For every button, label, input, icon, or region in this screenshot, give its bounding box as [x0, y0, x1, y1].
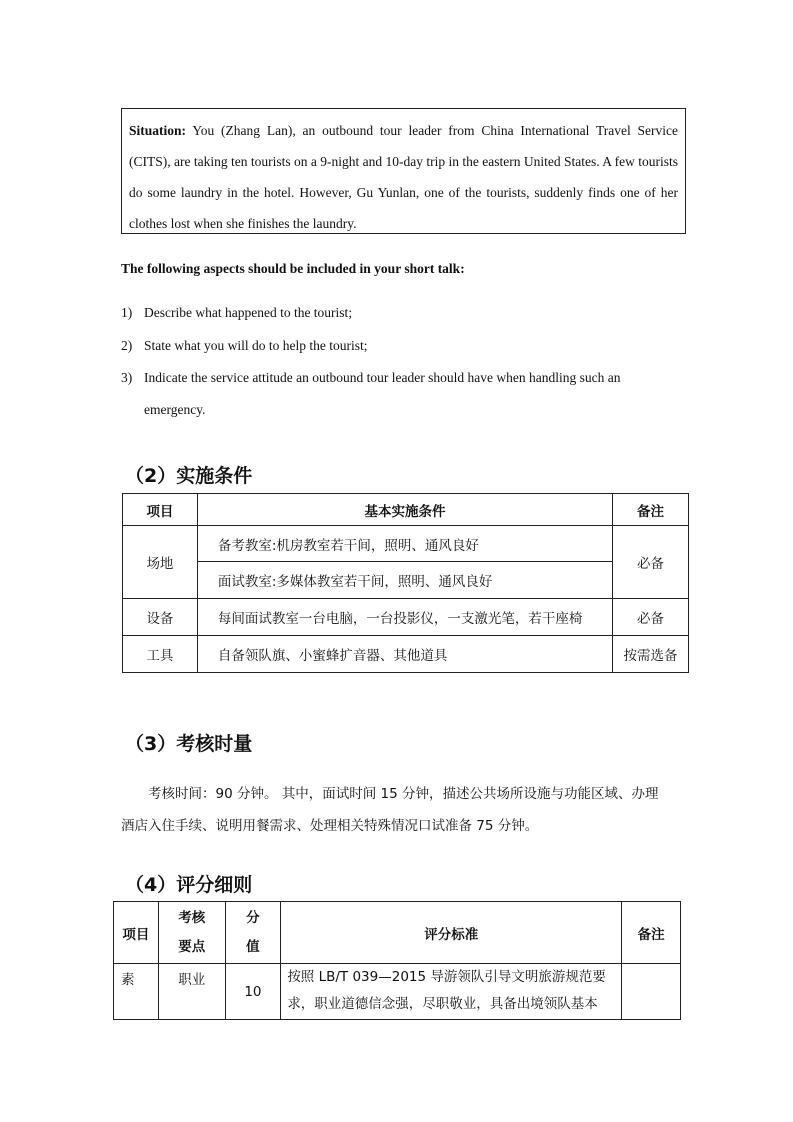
conditions-table — [122, 493, 689, 673]
header-standard: 评分标准 — [281, 902, 622, 964]
list-text: State what you will do to help the tourist; — [144, 338, 368, 353]
list-number: 1) — [121, 305, 133, 320]
cell-item: 素 — [114, 964, 159, 1020]
header-note: 备注 — [622, 902, 681, 964]
header-item: 项目 — [114, 902, 159, 964]
cell-condition: 每间面试教室一台电脑，一台投影仪，一支激光笔，若干座椅 — [197, 599, 612, 636]
cell-standard — [281, 964, 622, 1020]
header-score-line1: 分 — [246, 909, 260, 926]
situation-box — [121, 108, 686, 234]
section-title: （3）考核时量 — [125, 733, 253, 755]
section-title: （4）评分细则 — [125, 874, 253, 896]
table-row — [123, 636, 689, 673]
cell-item: 设备 — [123, 599, 198, 636]
cell-score: 10 — [225, 964, 281, 1020]
cell-condition: 备考教室:机房教室若干间，照明、通风良好 — [197, 526, 612, 562]
aspects-heading: The following aspects should be included in your short talk: — [121, 261, 465, 276]
table-row — [123, 526, 689, 562]
list-number: 2) — [121, 338, 133, 353]
list-text: Describe what happened to the tourist; — [144, 305, 353, 320]
header-score-line2: 值 — [246, 938, 260, 955]
header-score — [225, 902, 281, 964]
cell-note: 必备 — [613, 599, 689, 636]
section-title: （2）实施条件 — [125, 465, 253, 487]
cell-point: 职业 — [158, 964, 225, 1020]
table-row — [123, 562, 689, 599]
table-header-row — [114, 902, 681, 964]
table-row — [123, 599, 689, 636]
standard-line: 按照 LB/T 039—2015 导游领队引导文明旅游规范要 — [287, 969, 606, 985]
header-point-line2: 要点 — [178, 938, 206, 955]
cell-condition: 自备领队旗、小蜜蜂扩音器、其他道具 — [197, 636, 612, 673]
list-item — [121, 370, 681, 386]
header-note: 备注 — [613, 494, 689, 526]
cell-condition: 面试教室:多媒体教室若干间，照明、通风良好 — [197, 562, 612, 599]
paragraph-line: 考核时间：90 分钟。 其中，面试时间 15 分钟，描述公共场所设施与功能区域、办理 — [148, 786, 659, 802]
list-item — [121, 338, 681, 354]
cell-item: 工具 — [123, 636, 198, 673]
header-point-line1: 考核 — [178, 909, 206, 926]
list-continuation: emergency. — [144, 402, 206, 417]
cell-note — [622, 964, 681, 1020]
header-conditions: 基本实施条件 — [197, 494, 612, 526]
cell-note: 按需选备 — [613, 636, 689, 673]
situation-label: Situation: — [129, 123, 187, 138]
header-item: 项目 — [123, 494, 198, 526]
standard-line: 求，职业道德信念强，尽职敬业，具备出境领队基本 — [287, 996, 598, 1012]
list-item — [121, 305, 681, 321]
situation-text: You (Zhang Lan), an outbound tour leader from China International Travel Service (CITS), are taking ten tourists on a 9-night and 10-day trip in the eastern United States. A few tourists do some laundry in the hotel. However, Gu Yunlan, one of the tourists, suddenly finds one of her clothes lost when she finishes the laundry. — [129, 123, 679, 231]
table-header-row — [123, 494, 689, 526]
header-point — [158, 902, 225, 964]
table-row — [114, 964, 681, 1020]
cell-item: 场地 — [123, 526, 198, 599]
list-text: Indicate the service attitude an outbound tour leader should have when handling such an — [144, 370, 621, 385]
paragraph-line: 酒店入住手续、说明用餐需求、处理相关特殊情况口试准备 75 分钟。 — [121, 818, 539, 834]
list-number: 3) — [121, 370, 133, 385]
scoring-table — [113, 901, 681, 1020]
cell-note: 必备 — [613, 526, 689, 599]
